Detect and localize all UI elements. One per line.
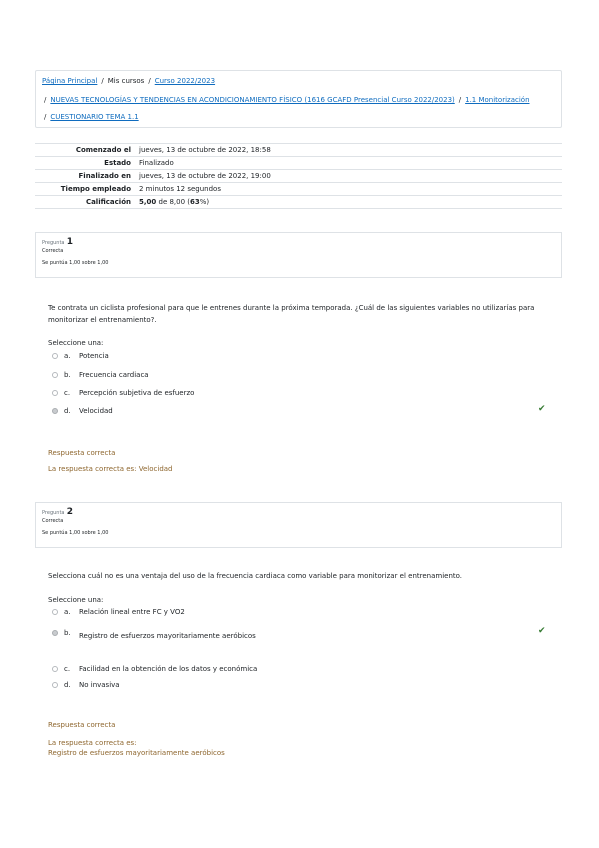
question-1-right-answer: La respuesta correcta es: Velocidad	[48, 465, 173, 473]
option-letter: d.	[64, 681, 71, 689]
question-1-prompt: Seleccione una:	[48, 339, 104, 347]
question-state: Correcta	[42, 518, 64, 524]
summary-value: Finalizado	[135, 157, 562, 170]
option-text: Facilidad en la obtención de los datos y económica	[79, 665, 258, 673]
question-1-text: Te contrata un ciclista profesional para que le entrenes durante la próxima temporada. ¿Cuál de las siguientes variables no utilizarías para monitorizar el entrenamiento?.	[48, 304, 535, 324]
question-label: Pregunta	[42, 240, 65, 246]
breadcrumb-separator: /	[458, 96, 462, 104]
summary-value: jueves, 13 de octubre de 2022, 19:00	[135, 170, 562, 183]
summary-label: Comenzado el	[35, 144, 135, 157]
breadcrumb-separator: /	[101, 77, 104, 85]
breadcrumb-course-link[interactable]: NUEVAS TECNOLOGÍAS Y TENDENCIAS EN ACONDICIONAMIENTO FÍSICO (1616 GCAFD Presencial Curso 2022/2023)	[50, 96, 455, 104]
option-letter: d.	[64, 407, 71, 415]
question-label: Pregunta	[42, 510, 65, 516]
question-2-feedback: Respuesta correcta	[48, 721, 116, 729]
summary-label: Tiempo empleado	[35, 183, 135, 196]
summary-row-grade	[35, 196, 562, 209]
radio-button[interactable]	[52, 609, 58, 615]
breadcrumb-home-link[interactable]: Página Principal	[42, 77, 98, 85]
summary-row-finished	[35, 170, 562, 183]
question-2-option-a[interactable]	[52, 608, 185, 616]
option-text: Velocidad	[79, 407, 113, 415]
option-text: Frecuencia cardiaca	[79, 371, 149, 379]
question-mark: Se puntúa 1,00 sobre 1,00	[42, 260, 109, 266]
summary-value	[135, 196, 562, 209]
breadcrumb-separator: /	[148, 77, 151, 85]
breadcrumb-course-year-link[interactable]: Curso 2022/2023	[154, 77, 216, 85]
check-icon: ✔	[538, 404, 546, 414]
summary-label: Finalizado en	[35, 170, 135, 183]
question-2-option-c[interactable]	[52, 665, 257, 673]
question-1-option-c[interactable]	[52, 389, 194, 397]
question-2-prompt: Seleccione una:	[48, 596, 104, 604]
grade-total: de 8,00 (	[156, 198, 191, 206]
question-2-option-d[interactable]	[52, 681, 120, 689]
radio-button-selected[interactable]	[52, 408, 58, 414]
option-letter: b.	[64, 371, 71, 379]
question-2-text: Selecciona cuál no es una ventaja del uso de la frecuencia cardiaca como variable para monitorizar el entrenamiento.	[48, 572, 463, 580]
grade-score: 5,00	[139, 198, 157, 206]
summary-label: Estado	[35, 157, 135, 170]
radio-button-selected[interactable]	[52, 630, 58, 636]
breadcrumb-my-courses: Mis cursos	[107, 77, 145, 85]
summary-row-state	[35, 157, 562, 170]
summary-value: 2 minutos 12 segundos	[135, 183, 562, 196]
question-1-option-d[interactable]	[52, 407, 113, 415]
question-1-feedback: Respuesta correcta	[48, 449, 116, 457]
question-number: 1	[66, 237, 73, 247]
option-letter: c.	[64, 389, 71, 397]
option-text: Percepción subjetiva de esfuerzo	[79, 389, 195, 397]
question-mark: Se puntúa 1,00 sobre 1,00	[42, 530, 109, 536]
breadcrumb-quiz-link[interactable]: CUESTIONARIO TEMA 1.1	[50, 113, 139, 121]
radio-button[interactable]	[52, 353, 58, 359]
option-text: Registro de esfuerzos mayoritariamente aeróbicos	[79, 632, 256, 640]
breadcrumb-separator: /	[44, 96, 47, 104]
check-icon: ✔	[538, 626, 546, 636]
question-2-right-answer: Registro de esfuerzos mayoritariamente aeróbicos	[48, 749, 225, 757]
option-text: Relación lineal entre FC y VO2	[79, 608, 185, 616]
question-1-option-a[interactable]	[52, 352, 109, 360]
summary-row-time	[35, 183, 562, 196]
question-2-info	[35, 502, 562, 548]
radio-button[interactable]	[52, 390, 58, 396]
option-text: No invasiva	[79, 681, 120, 689]
summary-row-started	[35, 144, 562, 157]
breadcrumb	[35, 70, 562, 128]
radio-button[interactable]	[52, 372, 58, 378]
option-letter: a.	[64, 352, 71, 360]
breadcrumb-separator: /	[44, 113, 47, 121]
summary-label: Calificación	[35, 196, 135, 209]
question-2-option-b[interactable]	[52, 629, 256, 640]
question-1-option-b[interactable]	[52, 371, 149, 379]
question-number: 2	[66, 507, 73, 517]
option-text: Potencia	[79, 352, 109, 360]
grade-end: %)	[199, 198, 210, 206]
option-letter: b.	[64, 629, 71, 637]
breadcrumb-section-link[interactable]: 1.1 Monitorización	[465, 96, 530, 104]
question-1-info	[35, 232, 562, 278]
radio-button[interactable]	[52, 666, 58, 672]
option-letter: a.	[64, 608, 71, 616]
option-letter: c.	[64, 665, 71, 673]
question-state: Correcta	[42, 248, 64, 254]
summary-value: jueves, 13 de octubre de 2022, 18:58	[135, 144, 562, 157]
attempt-summary-table	[35, 143, 562, 209]
grade-percent: 63	[190, 198, 200, 206]
radio-button[interactable]	[52, 682, 58, 688]
question-2-right-answer-intro: La respuesta correcta es:	[48, 739, 137, 747]
